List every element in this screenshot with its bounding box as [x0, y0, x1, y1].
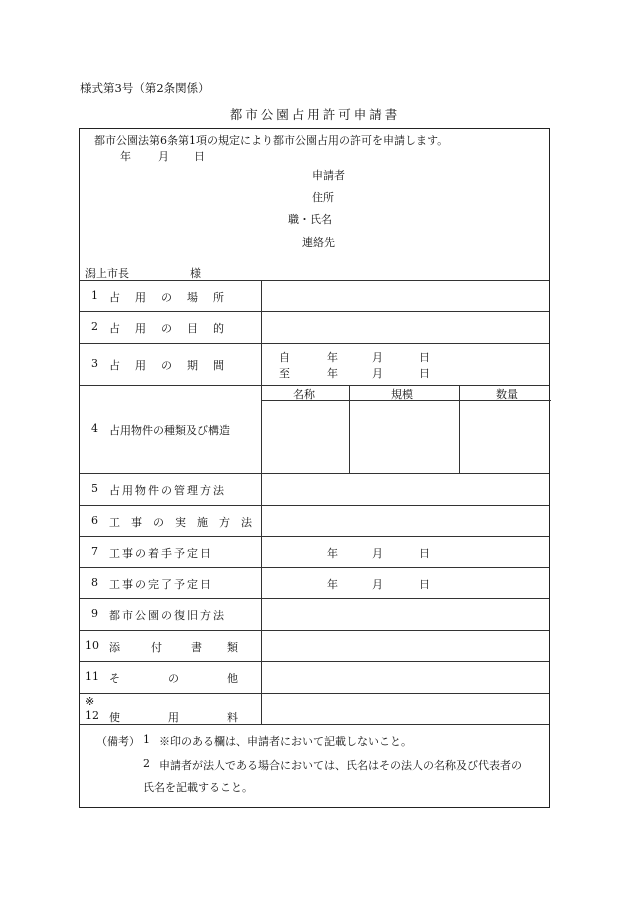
row-number: 1	[91, 289, 98, 302]
note-text: ※印のある欄は、申請者において記載しないこと。	[159, 735, 412, 748]
row-number: 5	[91, 482, 98, 495]
note-text: 申請者が法人である場合においては、氏名はその法人の名称及び代表者の	[159, 759, 522, 772]
period-from: 自	[279, 351, 290, 364]
column-divider	[261, 280, 262, 724]
name-label: 職・氏名	[288, 213, 332, 226]
row-divider	[80, 505, 549, 506]
row-label-management: 占用物件の管理方法	[109, 484, 226, 497]
page-title: 都市公園占用許可申請書	[229, 107, 401, 122]
completion-day: 日	[419, 578, 430, 591]
row-label-location: 占 用 の 場 所	[109, 291, 226, 304]
row-number: 9	[91, 607, 98, 620]
row-label-other: 他	[227, 672, 238, 685]
row-divider	[80, 724, 549, 725]
row-label-purpose: 占 用 の 目 的	[109, 322, 226, 335]
form-code: 様式第3号（第2条関係）	[80, 81, 210, 95]
completion-year: 年	[327, 578, 338, 591]
note-text: 氏名を記載すること。	[143, 781, 253, 794]
period-to-year: 年	[327, 367, 338, 380]
row-label-attachments: 書	[191, 641, 202, 654]
period-from-day: 日	[419, 351, 430, 364]
column-header-quantity: 数量	[496, 388, 518, 401]
row-divider	[80, 536, 549, 537]
column-divider	[459, 385, 460, 473]
row-divider	[80, 311, 549, 312]
row-label-attachments: 添	[109, 641, 120, 654]
addressee: 潟上市長	[85, 267, 129, 280]
start-day: 日	[419, 547, 430, 560]
office-use-mark: ※	[85, 695, 95, 708]
note-number: 2	[143, 757, 150, 770]
row-label-start-date: 工事の着手予定日	[109, 547, 213, 560]
date-month: 月	[158, 150, 169, 163]
period-to: 至	[279, 367, 290, 380]
notes-heading: （備考）	[96, 735, 140, 748]
column-header-scale: 規模	[391, 388, 413, 401]
start-month: 月	[372, 547, 383, 560]
applicant-label: 申請者	[312, 169, 345, 182]
date-year: 年	[120, 150, 131, 163]
row-label-other: そ	[109, 672, 120, 685]
start-year: 年	[327, 547, 338, 560]
row-number: 3	[91, 357, 98, 370]
row-label-period: 占 用 の 期 間	[109, 359, 226, 372]
row-label-construction-method: 工 事 の 実 施 方 法	[109, 516, 252, 529]
row-label-other: の	[168, 672, 179, 685]
address-label: 住所	[312, 191, 334, 204]
row-label-fee: 用	[168, 711, 179, 724]
row-divider	[80, 661, 549, 662]
period-from-month: 月	[372, 351, 383, 364]
row-label-fee: 使	[109, 711, 120, 724]
row-label-completion-date: 工事の完了予定日	[109, 578, 213, 591]
application-form	[79, 128, 550, 808]
intro-text: 都市公園法第6条第1項の規定により都市公園占用の許可を申請します。	[94, 134, 449, 147]
column-header-name: 名称	[293, 388, 315, 401]
date-day: 日	[194, 150, 205, 163]
contact-label: 連絡先	[302, 236, 335, 249]
note-number: 1	[143, 733, 150, 746]
row-number: 2	[91, 320, 98, 333]
row-divider	[80, 630, 549, 631]
row-number: 6	[91, 514, 98, 527]
row-divider	[80, 598, 549, 599]
row-label-fee: 料	[227, 711, 238, 724]
row-label-attachments: 類	[227, 641, 238, 654]
row-number: 8	[91, 576, 98, 589]
row-divider	[80, 473, 549, 474]
row-number: 12	[85, 709, 99, 722]
row-number: 7	[91, 545, 98, 558]
completion-month: 月	[372, 578, 383, 591]
row-number: 4	[91, 422, 98, 435]
row-label-type-structure: 占用物件の種類及び構造	[109, 424, 230, 437]
row-divider	[80, 280, 549, 281]
row-label-restoration: 都市公園の復旧方法	[109, 609, 226, 622]
honorific: 様	[190, 267, 201, 280]
row-number: 10	[85, 639, 99, 652]
period-to-month: 月	[372, 367, 383, 380]
period-to-day: 日	[419, 367, 430, 380]
column-divider	[349, 385, 350, 473]
row-label-attachments: 付	[151, 641, 162, 654]
row-divider	[80, 567, 549, 568]
row-divider	[80, 693, 549, 694]
period-from-year: 年	[327, 351, 338, 364]
row-divider	[80, 343, 549, 344]
row-number: 11	[85, 670, 99, 683]
